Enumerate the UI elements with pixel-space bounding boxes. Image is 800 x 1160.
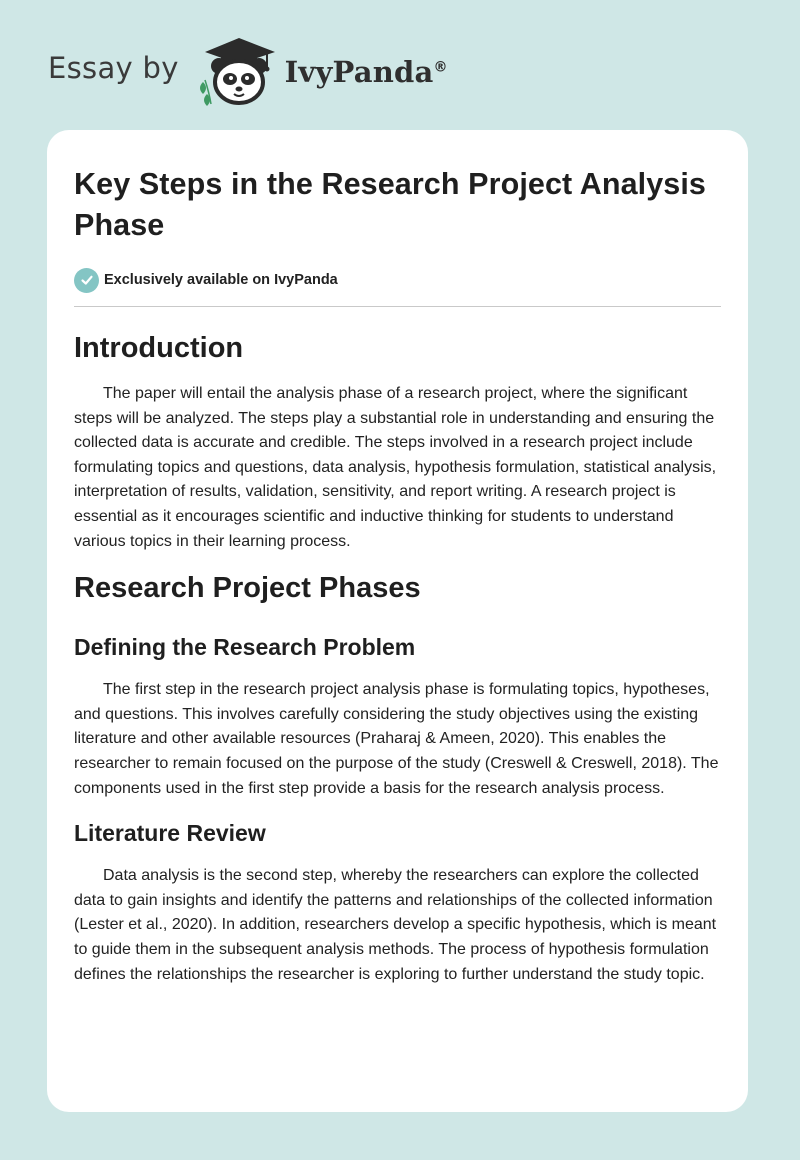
subsection-heading-literature-review: Literature Review: [74, 820, 266, 847]
brand-name[interactable]: [285, 55, 448, 89]
check-circle-icon: [74, 268, 99, 293]
section-heading-introduction: Introduction: [74, 332, 244, 364]
badge-text: Exclusively available on IvyPanda: [104, 272, 338, 288]
paragraph-literature-review: Data analysis is the second step, whereby the researchers can explore the collected data to gain insights and identify the patterns and relationships of the collected information (Lester et al., 2020). In addition, researchers develop a specific hypothesis, which is meant to guide them in the subsequent analysis methods. The process of hypothesis formulation defines the relationships the researcher is exploring to further understand the study topic.: [74, 867, 717, 983]
paragraph-introduction: The paper will entail the analysis phase of a research project, where the significant steps will be analyzed. The steps play a substantial role in understanding and ensuring the collected data is accurate and credible. The steps involved in a research project include formulating topics and questions, data analysis, hypothesis formulation, statistical analysis, interpretation of results, validation, sensitivity, and report writing. A research project is essential as it encourages scientific and inductive thinking for students to understand various topics in their learning process.: [74, 385, 717, 550]
section-heading-research-project-phases: Research Project Phases: [74, 572, 421, 605]
essay-title: Key Steps in the Research Project Analysis Phase: [74, 167, 706, 242]
essay-card: [47, 130, 748, 1112]
brand-text: IvyPanda: [284, 55, 434, 89]
site-header: [48, 34, 448, 108]
registered-mark: ®: [433, 59, 448, 76]
essay-by-label: Essay by: [48, 51, 179, 85]
title-divider: [74, 306, 721, 307]
essay-content: [47, 130, 748, 987]
subsection-heading-defining-problem: Defining the Research Problem: [74, 634, 416, 661]
panda-logo-icon[interactable]: [195, 34, 283, 108]
paragraph-defining-problem: The first step in the research project analysis phase is formulating topics, hypotheses, and questions. This involves carefully considering the study objectives using the existing literature and other available resources (Praharaj & Ameen, 2020). This enables the researcher to remain focused on the purpose of the study (Creswell & Creswell, 2018). The components used in the first step provide a basis for the research analysis process.: [74, 681, 719, 797]
exclusive-badge: [74, 266, 721, 294]
